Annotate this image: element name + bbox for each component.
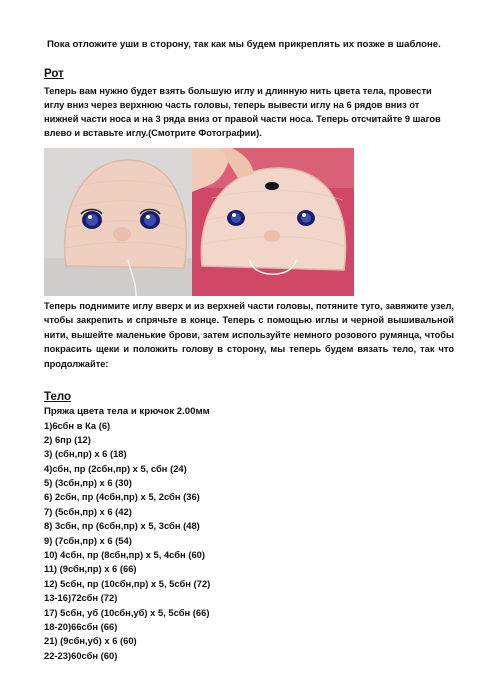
list-item: 22-23)60сбн (60) <box>44 650 118 661</box>
list-item: 5) (3сбн,пр) x 6 (30) <box>44 477 132 488</box>
body-heading: Тело <box>44 391 72 403</box>
body-subheading: Пряжа цвета тела и крючок 2.00мм <box>44 406 210 417</box>
list-item: 1)6сбн в Ка (6) <box>44 420 111 431</box>
list-item: 18-20)66сбн (66) <box>44 621 118 632</box>
list-item: 4)сбн, пр (2сбн,пр) x 5, сбн (24) <box>44 463 187 474</box>
after-photo-paragraph: Теперь поднимите иглу вверх и из верхней части головы, потяните туго, завяжите узел, чтобы закрепить и спрячьте в конце. Теперь с помощью иглы и черной вышивальной нити, вышейте маленькие брови, затем используйте немного розового румянца, чтобы покрасить щеки и положить голову в сторону, мы теперь будем вязать тело, так что продолжайте: <box>44 301 454 369</box>
list-item: 17) 5сбн, уб (10сбн,уб) x 5, 5сбн (66) <box>44 607 210 618</box>
doll-head-photo-left <box>44 148 192 296</box>
list-item: 11) (9сбн,пр) x 6 (66) <box>44 563 137 574</box>
list-item: 10) 4сбн, пр (8сбн,пр) x 5, 4сбн (60) <box>44 549 205 560</box>
list-item: 13-16)72сбн (72) <box>44 592 118 603</box>
mouth-paragraph: Теперь вам нужно будет взять большую иглу и длинную нить цвета тела, провести иглу вниз через верхнюю часть головы, теперь вывести иглу на 6 рядов вниз от нижней части носа и на 3 ряда вниз от правой части носа. Теперь отсчитайте 9 шагов влево и вставьте иглу.(Смотрите Фотографии). <box>44 86 441 138</box>
list-item: 12) 5сбн, пр (10сбн,пр) x 5, 5сбн (72) <box>44 578 211 589</box>
list-item: 7) (5сбн,пр) x 6 (42) <box>44 506 132 517</box>
list-item: 3) (сбн,пр) x 6 (18) <box>44 448 127 459</box>
list-item: 6) 2сбн, пр (4сбн,пр) x 5, 2сбн (36) <box>44 491 200 502</box>
list-item: 21) (9сбн,уб) x 6 (60) <box>44 635 137 646</box>
list-item: 2) 6пр (12) <box>44 434 91 445</box>
list-item: 9) (7сбн,пр) x 6 (54) <box>44 535 132 546</box>
intro-text: Пока отложите уши в сторону, так как мы будем прикреплять их позже в шаблоне. <box>47 39 441 50</box>
list-item: 8) 3сбн, пр (6сбн,пр) x 5, 3сбн (48) <box>44 520 200 531</box>
doll-head-photo-right <box>192 148 354 296</box>
mouth-heading: Рот <box>44 68 64 80</box>
